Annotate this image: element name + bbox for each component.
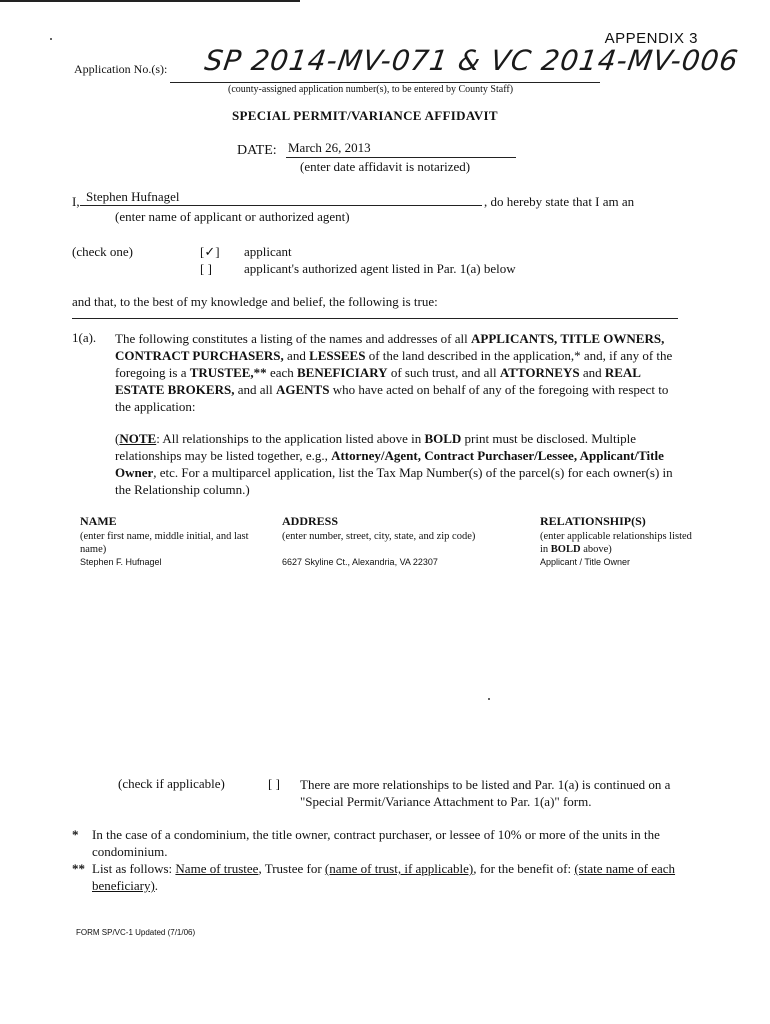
more-relationships-checkbox[interactable]: [ ] xyxy=(268,776,280,791)
footnote-trustee: ** List as follows: Name of trustee, Trustee for (name of trust, if applicable), for the benefit of: (state name of each beneficiary). xyxy=(72,861,676,893)
relationship-column-header: RELATIONSHIP(S) xyxy=(540,514,646,528)
date-note: (enter date affidavit is notarized) xyxy=(300,159,471,174)
application-number-line xyxy=(170,82,600,83)
check-if-applicable-label: (check if applicable) xyxy=(118,776,225,791)
scan-speck xyxy=(488,698,490,700)
address-column-header: ADDRESS xyxy=(282,514,339,528)
agent-checkbox[interactable]: [ ] xyxy=(200,261,212,276)
address-value: 6627 Skyline Ct., Alexandria, VA 22307 xyxy=(282,557,438,567)
check-one-label: (check one) xyxy=(72,244,133,259)
appendix-label: APPENDIX 3 xyxy=(604,30,698,47)
statement-suffix: , do hereby state that I am an xyxy=(484,194,635,209)
section-divider xyxy=(72,318,678,319)
form-title: SPECIAL PERMIT/VARIANCE AFFIDAVIT xyxy=(232,108,498,123)
top-border-line xyxy=(0,0,300,2)
date-value: March 26, 2013 xyxy=(288,140,371,155)
date-line xyxy=(286,157,516,158)
application-number-handwritten: SP 2014-MV-071 & VC 2014-MV-006 xyxy=(202,44,741,77)
form-identifier: FORM SP/VC-1 Updated (7/1/06) xyxy=(76,928,196,937)
applicant-name-line xyxy=(80,205,482,206)
paragraph-1a-number: 1(a). xyxy=(72,330,97,345)
scan-speck xyxy=(50,38,52,40)
application-number-note: (county-assigned application number(s), to be entered by County Staff) xyxy=(228,84,514,95)
more-relationships-text: There are more relationships to be listed and Par. 1(a) is continued on a "Special Permit/Variance Attachment to Par. 1(a)" form. xyxy=(300,777,671,809)
applicant-name: Stephen Hufnagel xyxy=(86,189,180,204)
relationship-value: Applicant / Title Owner xyxy=(540,557,631,567)
applicant-name-note: (enter name of applicant or authorized agent) xyxy=(115,209,350,224)
relationship-column-instructions: (enter applicable relationships listed in BOLD above) xyxy=(540,531,692,555)
note-paragraph: (NOTE: All relationships to the application listed above in BOLD print must be disclosed. Multiple relationships may be listed together, e.g., Attorney/Agent, Contract Purchaser/Lessee, Applicant/Title Owner, etc. For a multiparcel application, list the Tax Map Number(s) of the parcel(s) for each owner(s) in the Relationship column.) xyxy=(115,431,673,497)
name-column-instructions: (enter first name, middle initial, and last name) xyxy=(80,531,249,555)
statement-prefix: I, xyxy=(72,194,80,209)
name-value: Stephen F. Hufnagel xyxy=(80,557,162,567)
applicant-option-label: applicant xyxy=(244,244,292,259)
application-number-label: Application No.(s): xyxy=(74,62,168,76)
address-column-instructions: (enter number, street, city, state, and zip code) xyxy=(282,531,476,542)
paragraph-1a-text: The following constitutes a listing of the names and addresses of all APPLICANTS, TITLE OWNERS, CONTRACT PURCHASERS, and LESSEES of the land described in the application,* and, if any of the foregoing is a TRUSTEE,** each BENEFICIARY of such trust, and all ATTORNEYS and REAL ESTATE BROKERS, and all AGENTS who have acted on behalf of any of the foregoing with respect to the application: xyxy=(115,331,673,414)
name-column-header: NAME xyxy=(80,514,117,528)
agent-option-label: applicant's authorized agent listed in Par. 1(a) below xyxy=(244,261,516,276)
applicant-checkbox[interactable]: [✓] xyxy=(200,244,220,259)
footnote-condominium: * In the case of a condominium, the title owner, contract purchaser, or lessee of 10% or more of the units in the condominium. xyxy=(72,827,660,859)
knowledge-statement: and that, to the best of my knowledge and belief, the following is true: xyxy=(72,294,438,309)
date-label: DATE: xyxy=(237,143,277,158)
